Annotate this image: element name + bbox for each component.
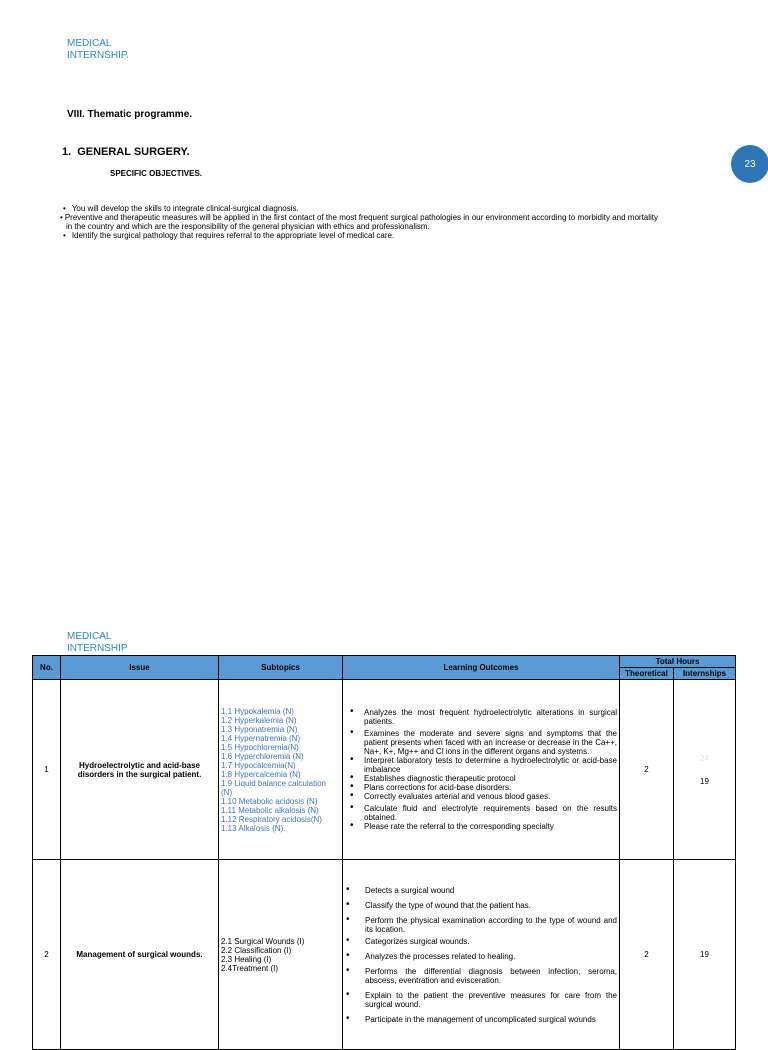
outcome-item: • Establishes diagnostic therapeutic protocol <box>345 774 617 783</box>
row-number: 2 <box>33 860 61 1050</box>
col-header-no: No. <box>33 656 61 680</box>
subtopic-item: 1.12 Respiratory acidosis(N) <box>221 814 322 824</box>
surgery-heading <box>62 146 190 158</box>
subtopic-item: 1.1 Hypokalemia (N) <box>221 706 294 716</box>
subtopic-item: 1.3 Hyponatremia (N) <box>221 724 298 734</box>
subtopic-item: 1.9 Liquid balance calculation <box>221 778 326 788</box>
section-title: VIII. Thematic programme. <box>67 109 193 120</box>
page-number-badge: 23 <box>731 145 768 183</box>
subtopic-item: 1.7 Hypocalcemia(N) <box>221 760 296 770</box>
outcome-item: • Performs the differential diagnosis between infection, seroma, abscess, eventration and evisceration. <box>345 967 617 985</box>
subtopic-item: 1.2 Hyperkalemia (N) <box>221 715 297 725</box>
col-header-total-hours: Total Hours <box>620 656 736 668</box>
subtopic-item: 1.6 Hyperchloremia (N) <box>221 751 304 761</box>
subtopic-item: 1.4 Hypernatremia (N) <box>221 733 301 743</box>
subtopic-item: 1.11 Metabolic alkalosis (N) <box>221 805 319 815</box>
subtopic-item: 1.5 Hypochloremia(N) <box>221 742 299 752</box>
col-header-issue: Issue <box>61 656 219 680</box>
row-internship-hours-cell <box>674 680 736 860</box>
subtopic-item: 2.2 Classification (I) <box>221 945 292 955</box>
header-line-2: INTERNSHIP. <box>67 50 130 61</box>
outcome-item: • Please rate the referral to the corresponding specialty <box>345 822 617 831</box>
outcome-item: • Classify the type of wound that the patient has. <box>345 901 617 910</box>
outcome-item: • Perform the physical examination according to the type of wound and its location. <box>345 916 617 934</box>
row-internship-hours: 19 <box>700 776 709 786</box>
outcome-item: • Categorizes surgical wounds. <box>345 937 617 946</box>
subtopic-item: 1.10 Metabolic acidosis (N) <box>221 796 318 806</box>
row-subtopics <box>219 860 343 1050</box>
thematic-table <box>32 655 736 1050</box>
row-number: 1 <box>33 680 61 860</box>
row-outcomes <box>343 680 620 860</box>
outcome-item: • Participate in the management of uncomplicated surgical wounds <box>345 1015 617 1024</box>
page-header-2 <box>67 631 128 655</box>
row-theoretical-hours: 2 <box>620 860 674 1050</box>
outcome-item: • Explain to the patient the preventive measures for care from the surgical wound. <box>345 991 617 1009</box>
subtopic-item: 2.1 Surgical Wounds (I) <box>221 936 305 946</box>
outcome-item: • Detects a surgical wound <box>345 886 617 895</box>
col-header-theoretical: Theoretical <box>620 668 674 680</box>
header-line-1: MEDICAL <box>67 631 112 642</box>
surgery-number: 1. <box>62 146 72 158</box>
outcome-item: • Analyzes the processes related to healing. <box>345 952 617 961</box>
objective-item: • Preventive and therapeutic measures will be applied in the first contact of the most frequent surgical pathologies in our environment according to morbidity and mortality <box>60 213 659 222</box>
bullet-icon: • <box>63 231 66 240</box>
outcome-item: • Interpret laboratory tests to determine a hydroelectrolytic or acid-base imbalance <box>345 756 617 774</box>
col-header-outcomes: Learning Outcomes <box>343 656 620 680</box>
subtopic-item: 1.13 Alkalosis (N). <box>221 823 286 833</box>
header-line-1: MEDICAL <box>67 38 112 49</box>
table-row <box>33 680 736 860</box>
bullet-icon: • <box>60 213 63 222</box>
outcome-item: • Examines the moderate and severe signs and symptoms that the patient presents when faced with an increase or decrease in the Ca++, Na+, K+, Mg++ and Cl ions in the different organs and systems. <box>345 729 617 756</box>
page-header <box>67 38 129 62</box>
row-subtopics <box>219 680 343 860</box>
objectives-list <box>60 204 752 240</box>
surgery-title: GENERAL SURGERY. <box>77 146 190 158</box>
subtopic-item: (N) <box>221 787 233 797</box>
objective-item: • You will develop the skills to integrate clinical-surgical diagnosis. <box>63 204 299 213</box>
subtopic-item: 1.8 Hypercalcemia (N) <box>221 769 301 779</box>
row-issue: Hydroelectrolytic and acid-base disorders in the surgical patient. <box>61 680 219 860</box>
objective-item-continued: in the country and which are the responsibility of the general physician with ethics and professionalism. <box>66 222 430 231</box>
objectives-title: SPECIFIC OBJECTIVES. <box>110 169 203 178</box>
bullet-icon: • <box>63 204 66 213</box>
faint-page-number: 24 <box>700 753 709 763</box>
row-outcomes <box>343 860 620 1050</box>
objective-item: • Identify the surgical pathology that requires referral to the appropriate level of medical care. <box>63 231 395 240</box>
subtopic-item: 2.4Treatment (I) <box>221 963 279 973</box>
outcome-item: • Plans corrections for acid-base disorders. <box>345 783 617 792</box>
col-header-subtopics: Subtopics <box>219 656 343 680</box>
outcome-item: • Analyzes the most frequent hydroelectrolytic alterations in surgical patients. <box>345 708 617 726</box>
outcome-item: • Calculate fluid and electrolyte requirements based on the results obtained. <box>345 804 617 822</box>
row-theoretical-hours: 2 <box>620 680 674 860</box>
row-issue: Management of surgical wounds. <box>61 860 219 1050</box>
subtopic-item: 2.3 Healing (I) <box>221 954 272 964</box>
header-line-2: INTERNSHIP <box>67 643 128 654</box>
col-header-internships: Internships <box>674 668 736 680</box>
outcome-item: • Correctly evaluates arterial and venous blood gases. <box>345 792 617 801</box>
table-row <box>33 860 736 1050</box>
row-internship-hours: 19 <box>674 860 736 1050</box>
